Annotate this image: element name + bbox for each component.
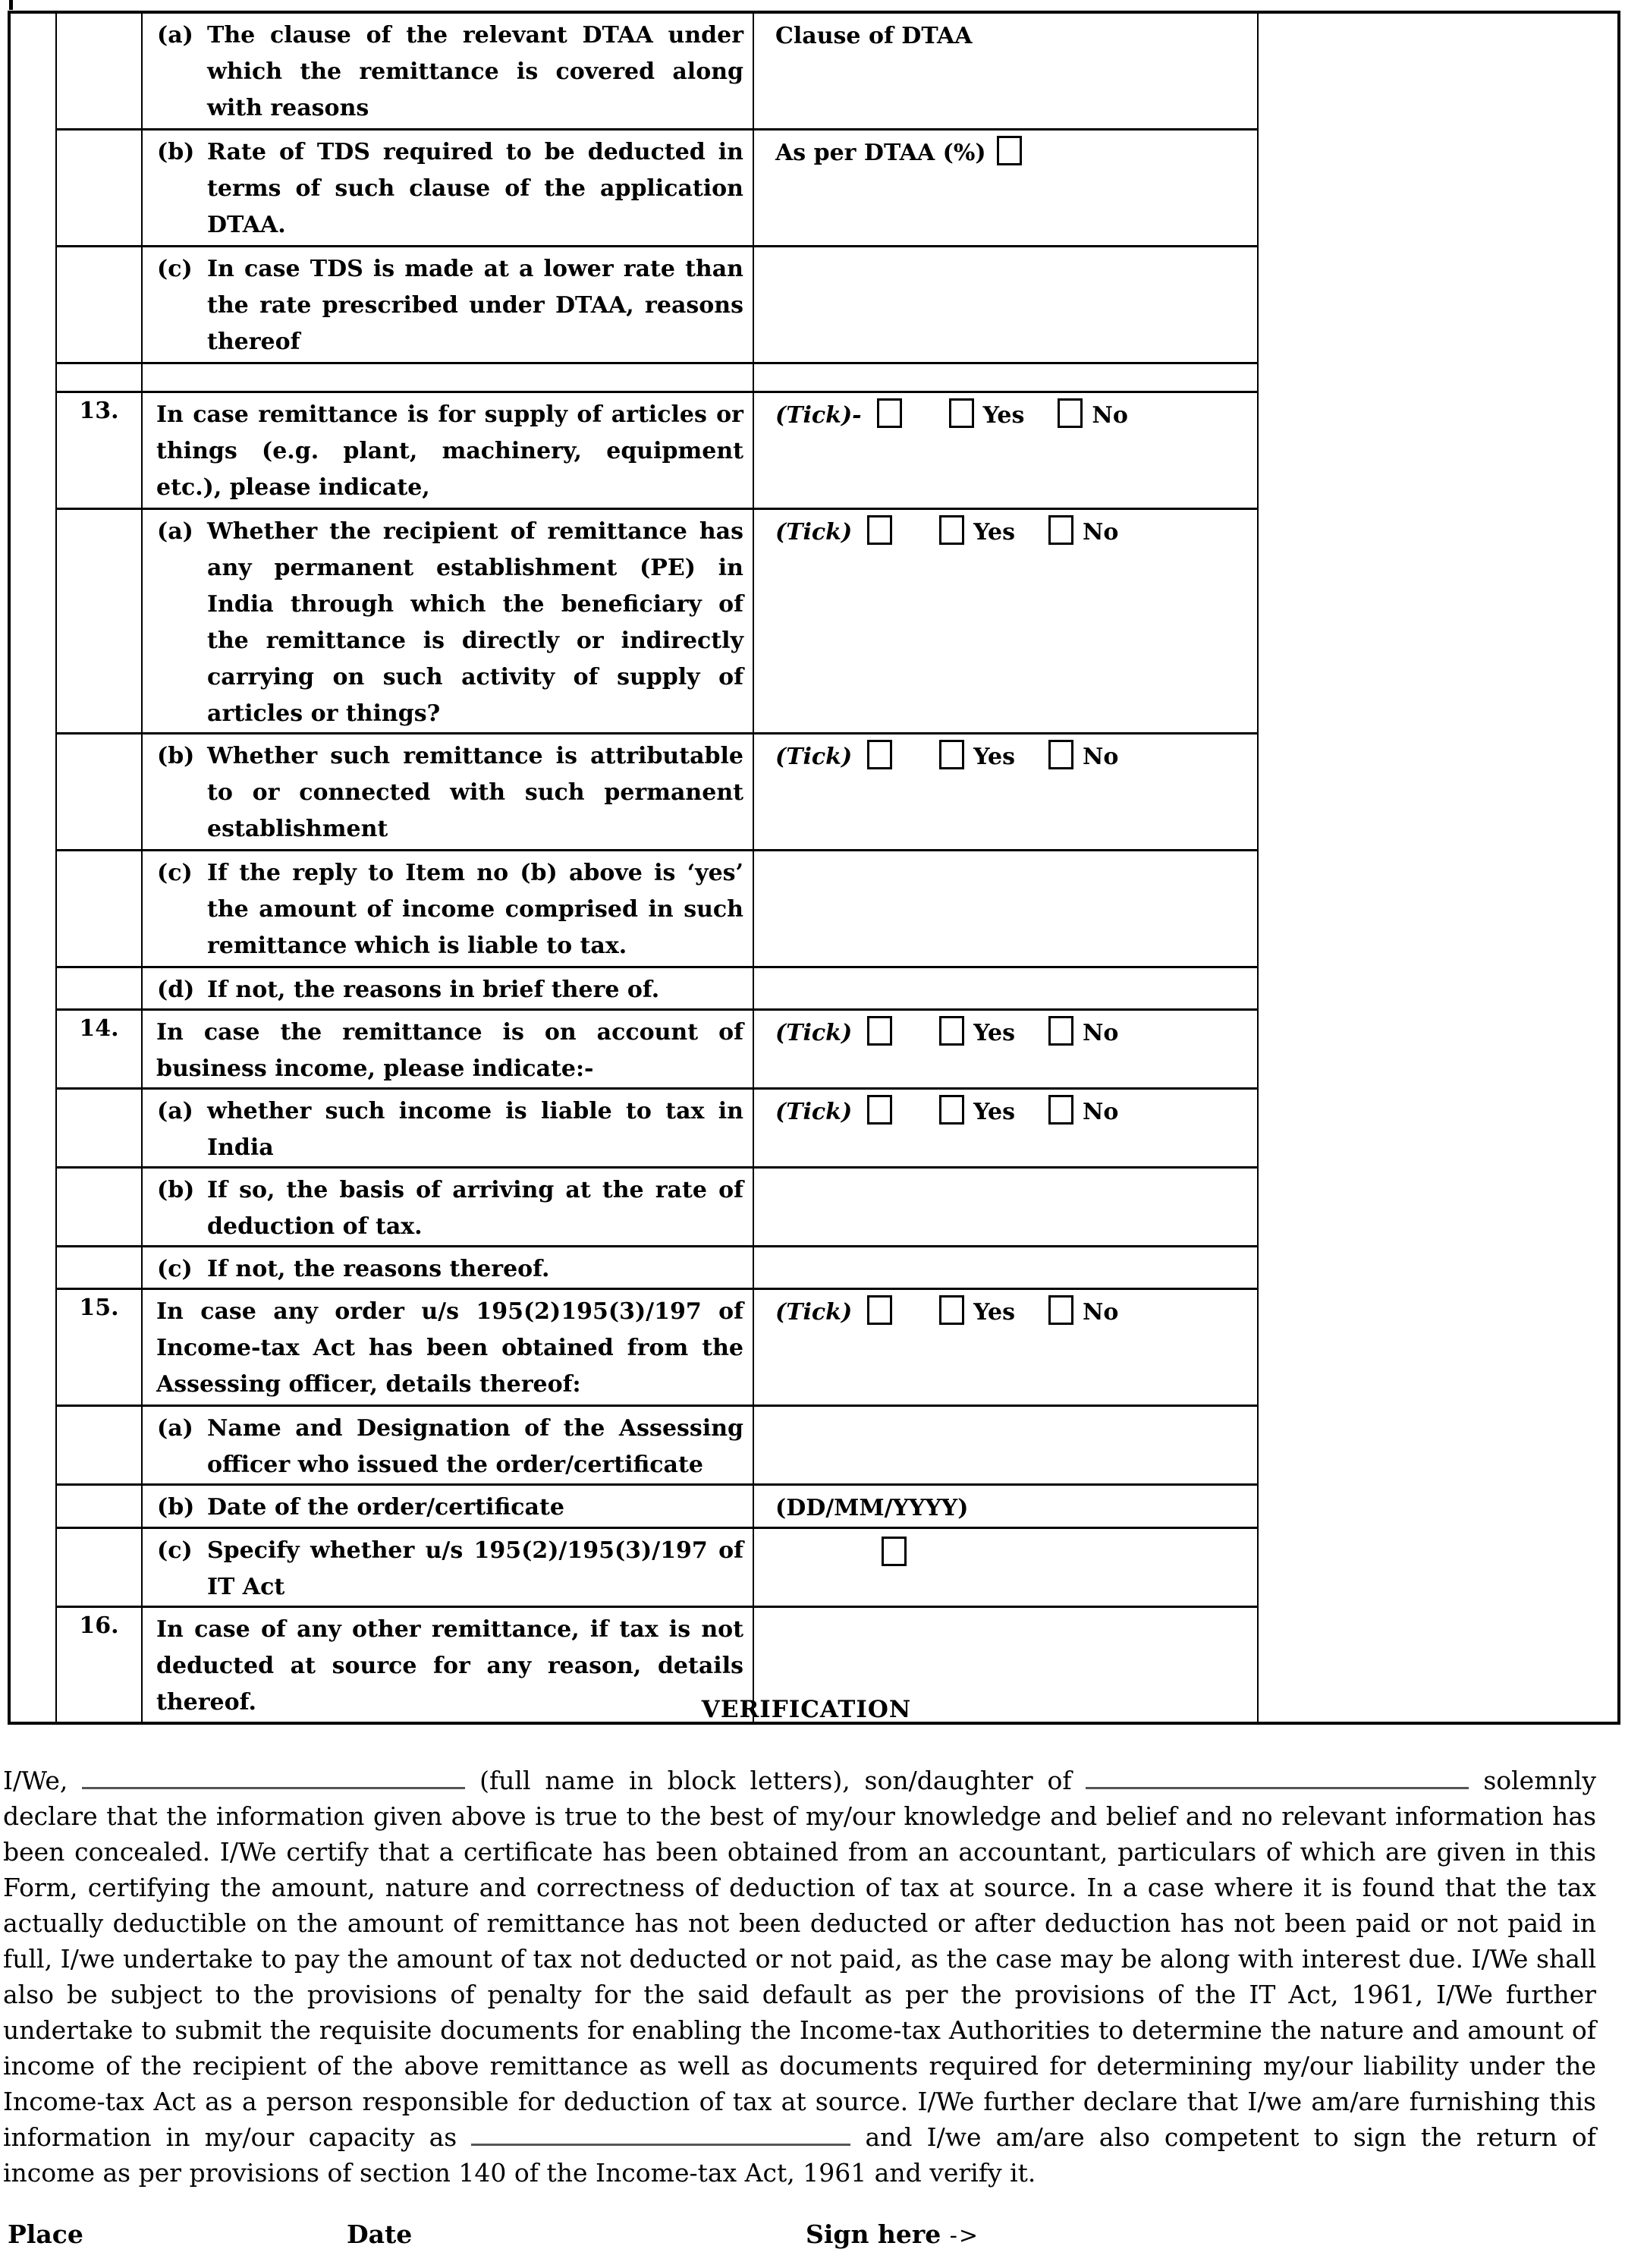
verification-text (3, 1763, 1596, 2191)
item-label: (b) (157, 1493, 195, 1521)
yes-checkbox[interactable] (939, 740, 964, 769)
no-label: No (1092, 401, 1128, 429)
question-cell-13d (142, 967, 753, 1009)
question-cell-12a (142, 12, 753, 129)
question-cell-13c (142, 850, 753, 967)
question-text: In case the remittance is on account of business income, please indicate:- (156, 1018, 743, 1082)
response-cell-15c (753, 1527, 1258, 1606)
response-cell-empty (753, 1405, 1258, 1484)
question-text: In case any order u/s 195(2)195(3)/197 of Income-tax Act has been obtained from the Assessing officer, details thereof: (156, 1298, 743, 1398)
dtaa-rate-checkbox[interactable] (997, 136, 1022, 165)
question-cell-12b (142, 129, 753, 246)
tick-checkbox[interactable] (867, 515, 892, 545)
row-number-cell (56, 1484, 142, 1527)
question-cell-15 (142, 1288, 753, 1405)
tick-checkbox[interactable] (867, 740, 892, 769)
response-cell-empty (753, 967, 1258, 1009)
question-cell-14b (142, 1167, 753, 1246)
no-checkbox[interactable] (1058, 398, 1083, 428)
question-text: In case of any other remittance, if tax is not deducted at source for any reason, details thereof. (156, 1615, 743, 1716)
no-label: No (1082, 518, 1119, 546)
yes-checkbox[interactable] (939, 515, 964, 545)
response-text: As per DTAA (%) (775, 139, 986, 166)
question-cell-14 (142, 1009, 753, 1088)
row-number-cell: 13. (56, 392, 142, 508)
sign-arrow: -> (949, 2222, 980, 2249)
response-text: (DD/MM/YYYY) (775, 1494, 969, 1521)
row-number-cell: 15. (56, 1288, 142, 1405)
question-text: whether such income is liable to tax in India (207, 1097, 743, 1161)
no-checkbox[interactable] (1048, 1016, 1073, 1046)
question-text: If not, the reasons thereof. (207, 1255, 550, 1282)
yes-label: Yes (982, 401, 1025, 429)
tick-label: (Tick) (775, 743, 853, 770)
row-number-cell (56, 1167, 142, 1246)
question-text: Whether such remittance is attributable to or connected with such permanent establishment (207, 742, 743, 842)
item-label: (b) (157, 1176, 195, 1203)
question-text: The clause of the relevant DTAA under which the remittance is covered along with reasons (207, 22, 743, 121)
no-checkbox[interactable] (1048, 515, 1073, 545)
question-text: In case remittance is for supply of articles or things (e.g. plant, machinery, equipment etc.), please indicate, (156, 401, 743, 501)
no-checkbox[interactable] (1048, 1295, 1073, 1325)
question-cell-15a (142, 1405, 753, 1484)
no-checkbox[interactable] (1048, 740, 1073, 769)
verification-segment: and I/we am/are also competent to sign the return of income as per provisions of section 140 of the Income-tax Act, 1961 and verify it. (3, 2122, 1596, 2188)
yes-label: Yes (973, 1098, 1015, 1125)
spacer-cell (753, 363, 1258, 392)
row-number-cell (56, 850, 142, 967)
verification-section (3, 1696, 1610, 2191)
item-label: (a) (157, 1414, 193, 1442)
question-cell-13a (142, 508, 753, 733)
row-number-cell (56, 1088, 142, 1167)
response-cell-empty (753, 1167, 1258, 1246)
response-cell-13b (753, 733, 1258, 850)
question-text: Date of the order/certificate (207, 1493, 564, 1521)
tick-checkbox[interactable] (877, 398, 902, 428)
item-label: (b) (157, 742, 195, 769)
page-crop-line-artifact (9, 0, 13, 10)
verification-segment: solemnly declare that the information given above is true to the best of my/our knowledge and belief and no relevant information has been concealed. I/We certify that a certificate has been obtained from an accountant, particulars of which are given in this Form, certifying the amount, nature and correctness of deduction of tax at source. In a case where it is found that the tax actually deductible on the amount of remittance has not been deducted or after deduction has not been paid or not paid in full, I/we undertake to pay the amount of tax not deducted or not paid, as the case may be along with interest due. I/We shall also be subject to the provisions of penalty for the said default as per the provisions of the IT Act, 1961, I/We further undertake to submit the requisite documents for enabling the Income-tax Authorities to determine the nature and amount of income of the recipient of the above remittance as well as documents required for determining my/our liability under the Income-tax Act as a person responsible for deduction of tax at source. I/We further declare that I/we am/are furnishing this information in my/our capacity as (3, 1766, 1596, 2152)
no-label: No (1082, 1019, 1119, 1046)
tick-label: (Tick)- (775, 401, 862, 429)
place-label: Place (8, 2219, 83, 2249)
row-number-cell: 14. (56, 1009, 142, 1088)
question-text: Name and Designation of the Assessing officer who issued the order/certificate (207, 1414, 743, 1478)
left-margin-column (9, 12, 56, 1723)
response-cell-as-per-dtaa (753, 129, 1258, 246)
tick-label: (Tick) (775, 1098, 853, 1125)
response-cell-15 (753, 1288, 1258, 1405)
tick-checkbox[interactable] (867, 1016, 892, 1046)
item-label: (b) (157, 138, 195, 165)
tick-checkbox[interactable] (867, 1295, 892, 1325)
verification-heading: VERIFICATION (701, 1696, 912, 1723)
response-cell-empty (753, 1246, 1258, 1288)
item-label: (c) (157, 1255, 193, 1282)
item-label: (a) (157, 1097, 193, 1125)
section-checkbox[interactable] (882, 1537, 907, 1566)
yes-label: Yes (973, 518, 1015, 546)
row-number-cell (56, 363, 142, 392)
question-text: Specify whether u/s 195(2)/195(3)/197 of IT Act (207, 1537, 743, 1600)
yes-label: Yes (973, 1298, 1015, 1326)
question-cell-12c (142, 246, 753, 363)
row-number-cell (56, 967, 142, 1009)
row-number-cell (56, 246, 142, 363)
response-text: Clause of DTAA (775, 23, 973, 49)
question-cell-15b (142, 1484, 753, 1527)
question-text: If not, the reasons in brief there of. (207, 976, 660, 1003)
item-label: (c) (157, 255, 193, 282)
response-cell-clause-of-dtaa (753, 12, 1258, 129)
date-label: Date (347, 2219, 413, 2249)
row-number-cell (56, 129, 142, 246)
no-label: No (1082, 743, 1119, 770)
yes-checkbox[interactable] (949, 398, 974, 428)
question-cell-15c (142, 1527, 753, 1606)
question-cell-14a (142, 1088, 753, 1167)
row-number-cell (56, 733, 142, 850)
verification-segment: (full name in block letters), son/daughter of (479, 1766, 1072, 1795)
right-margin-column (1258, 12, 1619, 1723)
row-number-cell (56, 508, 142, 733)
verification-segment: I/We, (3, 1766, 68, 1795)
tick-label: (Tick) (775, 518, 853, 546)
response-cell-14a (753, 1088, 1258, 1167)
spacer-cell (142, 363, 753, 392)
response-cell-13 (753, 392, 1258, 508)
item-label: (a) (157, 517, 193, 545)
question-cell-14c (142, 1246, 753, 1288)
response-cell-date-format (753, 1484, 1258, 1527)
question-cell-13b (142, 733, 753, 850)
question-text: If so, the basis of arriving at the rate of deduction of tax. (207, 1176, 743, 1240)
yes-checkbox[interactable] (939, 1016, 964, 1046)
yes-label: Yes (973, 743, 1015, 770)
item-label: (a) (157, 22, 193, 49)
no-label: No (1082, 1298, 1119, 1326)
form-table (8, 11, 1620, 1725)
question-text: If the reply to Item no (b) above is ‘yes’ the amount of income comprised in such remittance which is liable to tax. (207, 859, 743, 959)
response-cell-empty (753, 850, 1258, 967)
full-name-blank[interactable] (82, 1781, 465, 1789)
table-row (9, 12, 1619, 129)
item-label: (d) (157, 976, 195, 1003)
sign-here-label: Sign here -> (806, 2219, 980, 2249)
no-label: No (1082, 1098, 1119, 1125)
question-cell-13 (142, 392, 753, 508)
item-label: (c) (157, 859, 193, 886)
row-number-cell (56, 12, 142, 129)
item-label: (c) (157, 1537, 193, 1564)
row-number-cell: 16. (56, 1606, 142, 1723)
yes-checkbox[interactable] (939, 1295, 964, 1325)
row-number-cell (56, 1405, 142, 1484)
tick-label: (Tick) (775, 1298, 853, 1326)
question-text: Rate of TDS required to be deducted in terms of such clause of the application DTAA. (207, 138, 743, 238)
tick-label: (Tick) (775, 1019, 853, 1046)
yes-label: Yes (973, 1019, 1015, 1046)
capacity-blank[interactable] (471, 2137, 850, 2146)
row-number-cell (56, 1246, 142, 1288)
response-cell-14 (753, 1009, 1258, 1088)
signature-footer (8, 2219, 1617, 2265)
question-text: In case TDS is made at a lower rate than the rate prescribed under DTAA, reasons thereof (207, 255, 743, 355)
response-cell-empty (753, 246, 1258, 363)
response-cell-13a (753, 508, 1258, 733)
tick-checkbox[interactable] (867, 1095, 892, 1125)
no-checkbox[interactable] (1048, 1095, 1073, 1125)
question-text: Whether the recipient of remittance has any permanent establishment (PE) in India through which the beneficiary of the remittance is directly or indirectly carrying on such activity of supply of articles or things? (207, 517, 743, 727)
parent-name-blank[interactable] (1086, 1781, 1469, 1789)
row-number-cell (56, 1527, 142, 1606)
yes-checkbox[interactable] (939, 1095, 964, 1125)
